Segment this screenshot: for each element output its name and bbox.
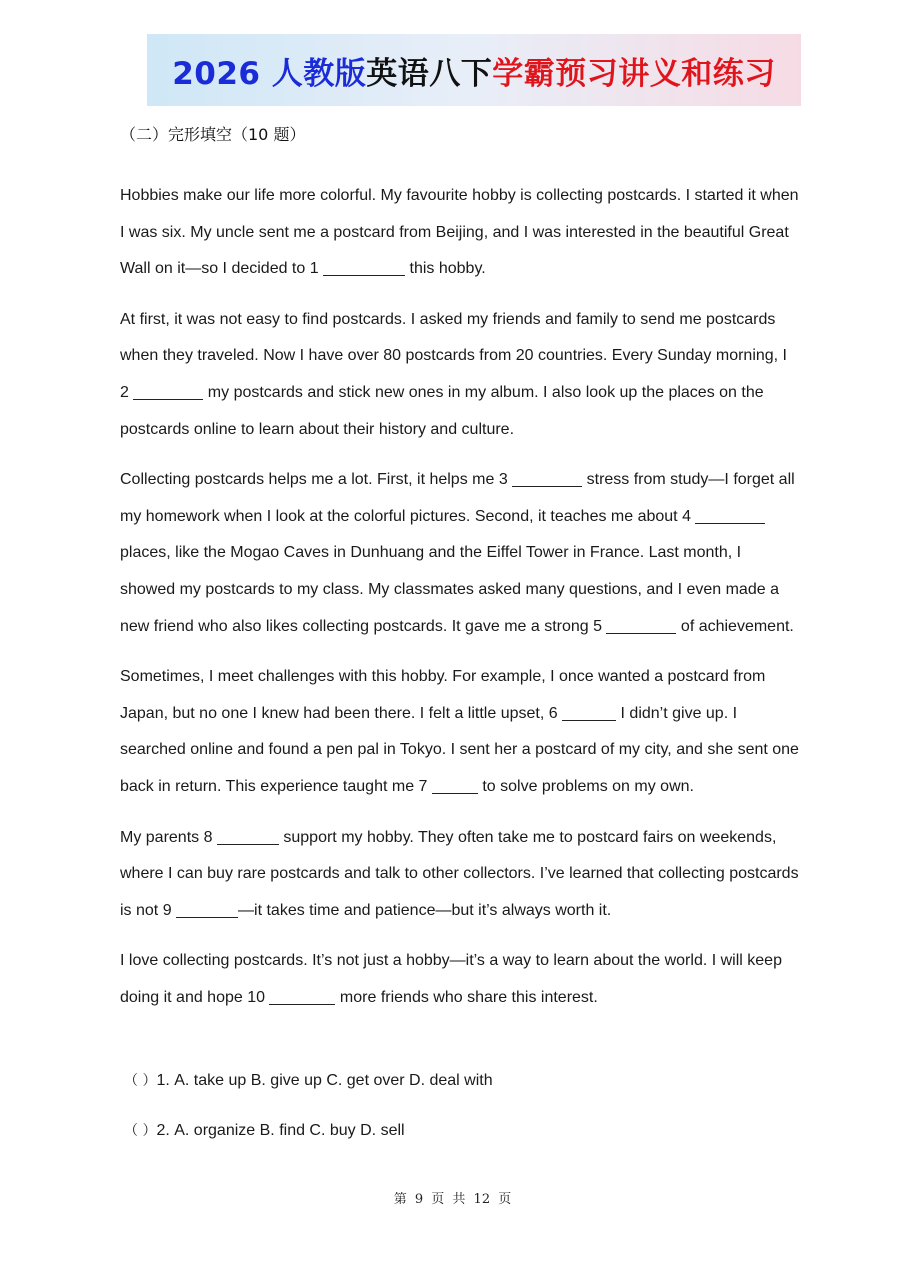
paragraph-4	[120, 659, 800, 805]
section-title: （二）完形填空（10 题）	[120, 125, 306, 144]
paragraph-5	[120, 820, 800, 930]
paragraph-text: stress from study—I forget all my homework when I look at the colorful pictures. Second, it teaches me about 4	[120, 471, 795, 525]
banner-title-part-3: 学霸预习讲义和练习	[492, 55, 776, 92]
paragraph-3	[120, 462, 800, 645]
paragraph-text: My parents 8	[120, 828, 217, 846]
blank-4	[695, 507, 765, 524]
paragraph-text: —it takes time and patience—but it’s always worth it.	[238, 901, 612, 919]
blank-2	[133, 383, 203, 400]
paragraph-text: Sometimes, I meet challenges with this hobby. For example, I once wanted a postcard from Japan, but no one I knew had been there. I felt a little upset, 6	[120, 668, 766, 722]
paragraph-text: this hobby.	[405, 260, 486, 278]
paragraph-text: I love collecting postcards. It’s not just a hobby—it’s a way to learn about the world. I will keep doing it and hope 10	[120, 952, 782, 1006]
blank-1	[323, 259, 405, 276]
paragraph-text: support my hobby. They often take me to postcard fairs on weekends, where I can buy rare postcards and talk to other collectors. I’ve learned that collecting postcards is not 9	[120, 828, 799, 919]
blank-9	[176, 901, 238, 918]
page-footer: 第 9 页 共 12 页	[393, 1192, 512, 1207]
question-list	[124, 1066, 493, 1166]
paragraph-text: I didn’t give up. I searched online and found a pen pal in Tokyo. I sent her a postcard of my city, and she sent one back in return. This experience taught me 7	[120, 704, 799, 795]
paragraph-text: my postcards and stick new ones in my album. I also look up the places on the postcards online to learn about their history and culture.	[120, 383, 764, 438]
paragraph-text: Collecting postcards helps me a lot. First, it helps me 3	[120, 471, 513, 489]
cloze-passage	[120, 178, 800, 1030]
blank-6	[562, 704, 616, 721]
paragraph-1	[120, 178, 800, 288]
paragraph-text: places, like the Mogao Caves in Dunhuang and the Eiffel Tower in France. Last month, I showed my postcards to my class. My classmates asked many questions, and I even made a new friend who also likes collecting postcards. It gave me a strong 5	[120, 544, 779, 635]
blank-3	[512, 470, 582, 487]
banner-title-part-2: 英语八下	[366, 55, 493, 92]
paragraph-text: to solve problems on my own.	[477, 777, 694, 795]
answer-bracket: （ ）	[124, 1073, 157, 1089]
banner-title	[172, 48, 776, 93]
banner-title-part-1: 2026 人教版	[172, 55, 367, 92]
answer-bracket: （ ）	[124, 1123, 157, 1139]
paragraph-text: of achievement.	[676, 617, 794, 635]
question-1	[124, 1066, 493, 1096]
paragraph-text: At first, it was not easy to find postcards. I asked my friends and family to send me postcards when they traveled. Now I have over 80 postcards from 20 countries. Every Sunday morning, I 2	[120, 310, 787, 401]
header-banner	[147, 34, 801, 106]
paragraph-6	[120, 943, 800, 1016]
paragraph-2	[120, 302, 800, 448]
blank-7	[432, 777, 478, 794]
question-2	[124, 1116, 493, 1146]
blank-8	[217, 828, 279, 845]
paragraph-text: Hobbies make our life more colorful. My favourite hobby is collecting postcards. I started it when I was six. My uncle sent me a postcard from Beijing, and I was interested in the beautiful Great Wall on it—so I decided to 1	[120, 187, 799, 278]
question-text: 2. A. organize B. find C. buy D. sell	[156, 1122, 405, 1139]
blank-10	[269, 988, 335, 1005]
question-text: 1. A. take up B. give up C. get over D. deal with	[156, 1072, 493, 1089]
blank-5	[606, 617, 676, 634]
paragraph-text: more friends who share this interest.	[335, 988, 598, 1006]
